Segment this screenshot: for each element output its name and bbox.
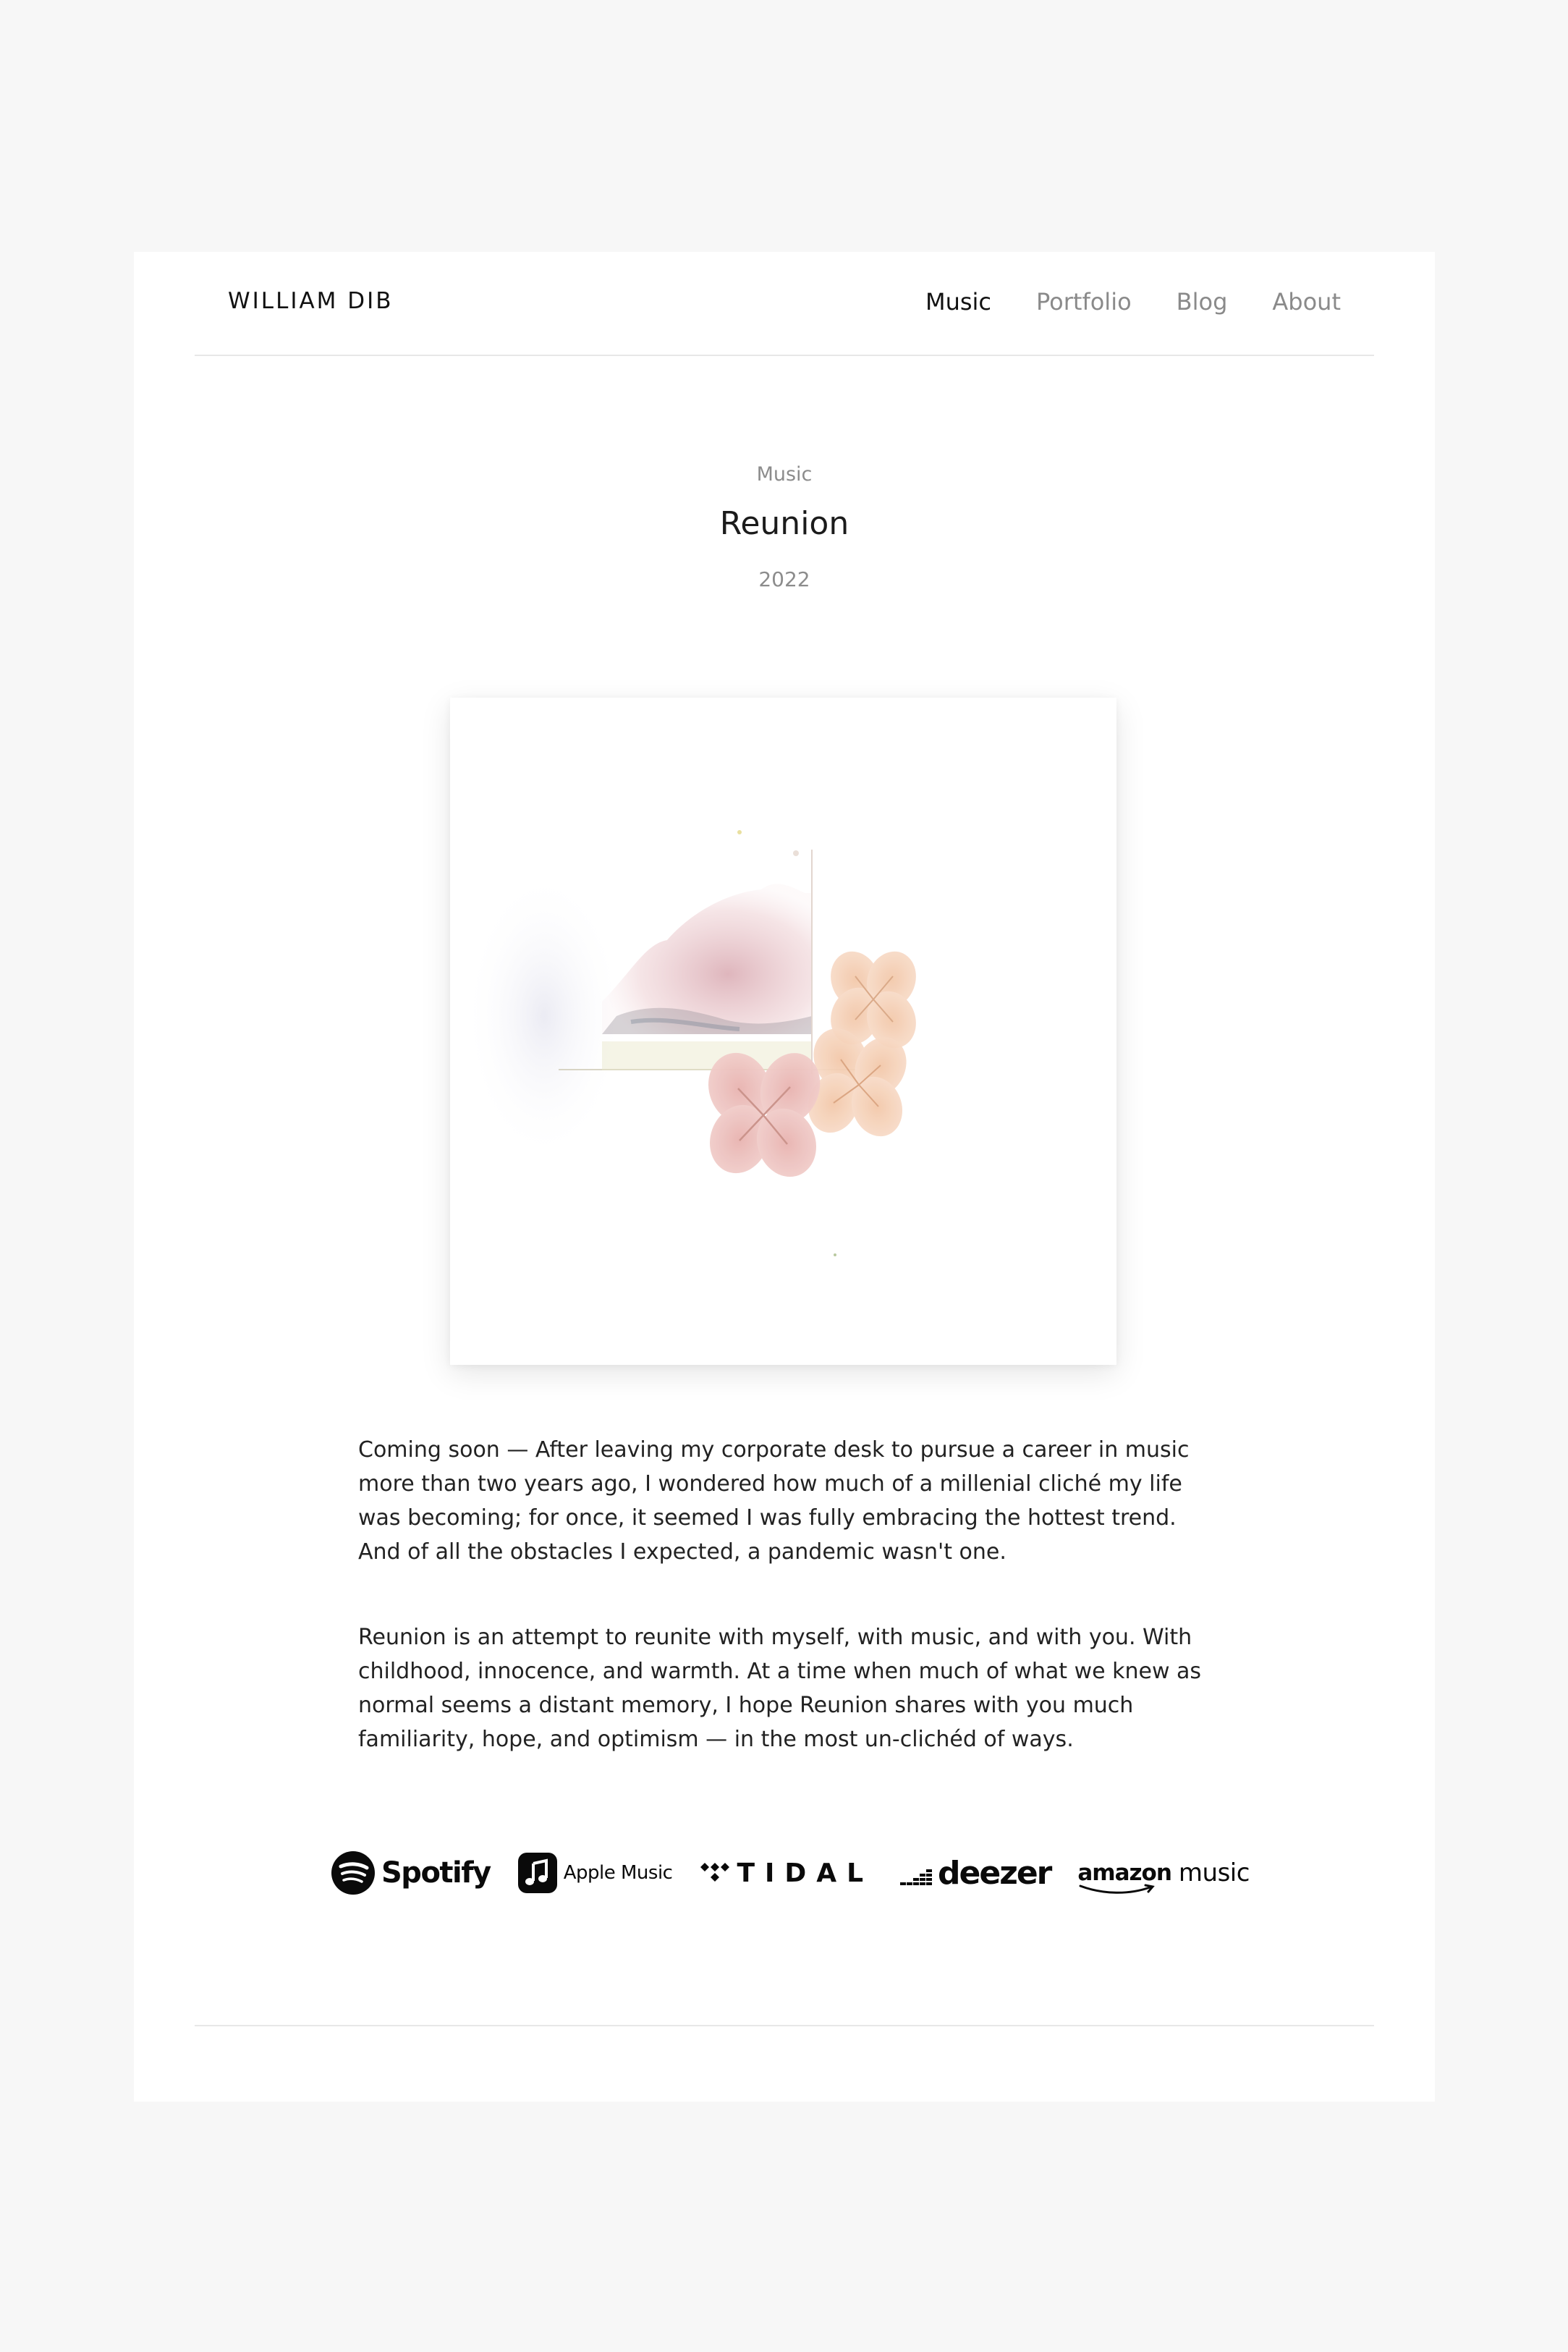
spotify-icon bbox=[331, 1850, 376, 1895]
footer-divider bbox=[195, 2025, 1374, 2026]
streaming-platforms bbox=[331, 1844, 1250, 1902]
tidal-link[interactable] bbox=[699, 1858, 873, 1888]
deezer-link[interactable] bbox=[900, 1855, 1051, 1892]
deezer-label: deezer bbox=[938, 1854, 1051, 1892]
spotify-link[interactable] bbox=[331, 1850, 491, 1895]
nav-item-blog[interactable]: Blog bbox=[1176, 288, 1228, 316]
nav-item-music[interactable]: Music bbox=[925, 288, 992, 316]
apple-music-label: Apple Music bbox=[563, 1862, 673, 1884]
amazon-music-label: music bbox=[1178, 1858, 1250, 1887]
amazon-smile-icon bbox=[1077, 1883, 1158, 1895]
album-cover-artwork bbox=[450, 698, 1116, 1365]
nav-item-about[interactable]: About bbox=[1272, 288, 1341, 316]
deezer-icon bbox=[900, 1861, 932, 1885]
release-year: 2022 bbox=[758, 567, 810, 591]
spotify-label: Spotify bbox=[381, 1856, 491, 1890]
site-header bbox=[195, 252, 1374, 356]
tidal-label: TIDAL bbox=[737, 1858, 874, 1888]
tidal-icon bbox=[699, 1861, 731, 1884]
page-card bbox=[134, 252, 1435, 2102]
apple-music-icon bbox=[517, 1852, 558, 1894]
album-cover bbox=[450, 698, 1116, 1365]
site-brand[interactable]: WILLIAM DIB bbox=[228, 288, 394, 314]
amazon-music-link[interactable] bbox=[1077, 1858, 1250, 1887]
apple-music-link[interactable] bbox=[517, 1852, 673, 1894]
release-title: Reunion bbox=[719, 505, 849, 542]
nav-item-portfolio[interactable]: Portfolio bbox=[1036, 288, 1132, 316]
release-category: Music bbox=[756, 463, 813, 486]
amazon-wordmark: amazon bbox=[1077, 1860, 1171, 1886]
main-nav bbox=[925, 288, 1341, 316]
description-paragraph: Reunion is an attempt to reunite with myself, with music, and with you. With childhood, innocence, and warmth. At a time when much of what we knew as normal seems a distant memory, I hope Reunion shares with you much familiarity, hope, and optimism — in the most un-clichéd of ways. bbox=[358, 1625, 1202, 1752]
description-paragraph: Coming soon — After leaving my corporate desk to pursue a career in music more than two years ago, I wondered how much of a millenial cliché my life was becoming; for once, it seemed I was fully embracing the hottest trend. And of all the obstacles I expected, a pandemic wasn't one. bbox=[358, 1437, 1190, 1565]
